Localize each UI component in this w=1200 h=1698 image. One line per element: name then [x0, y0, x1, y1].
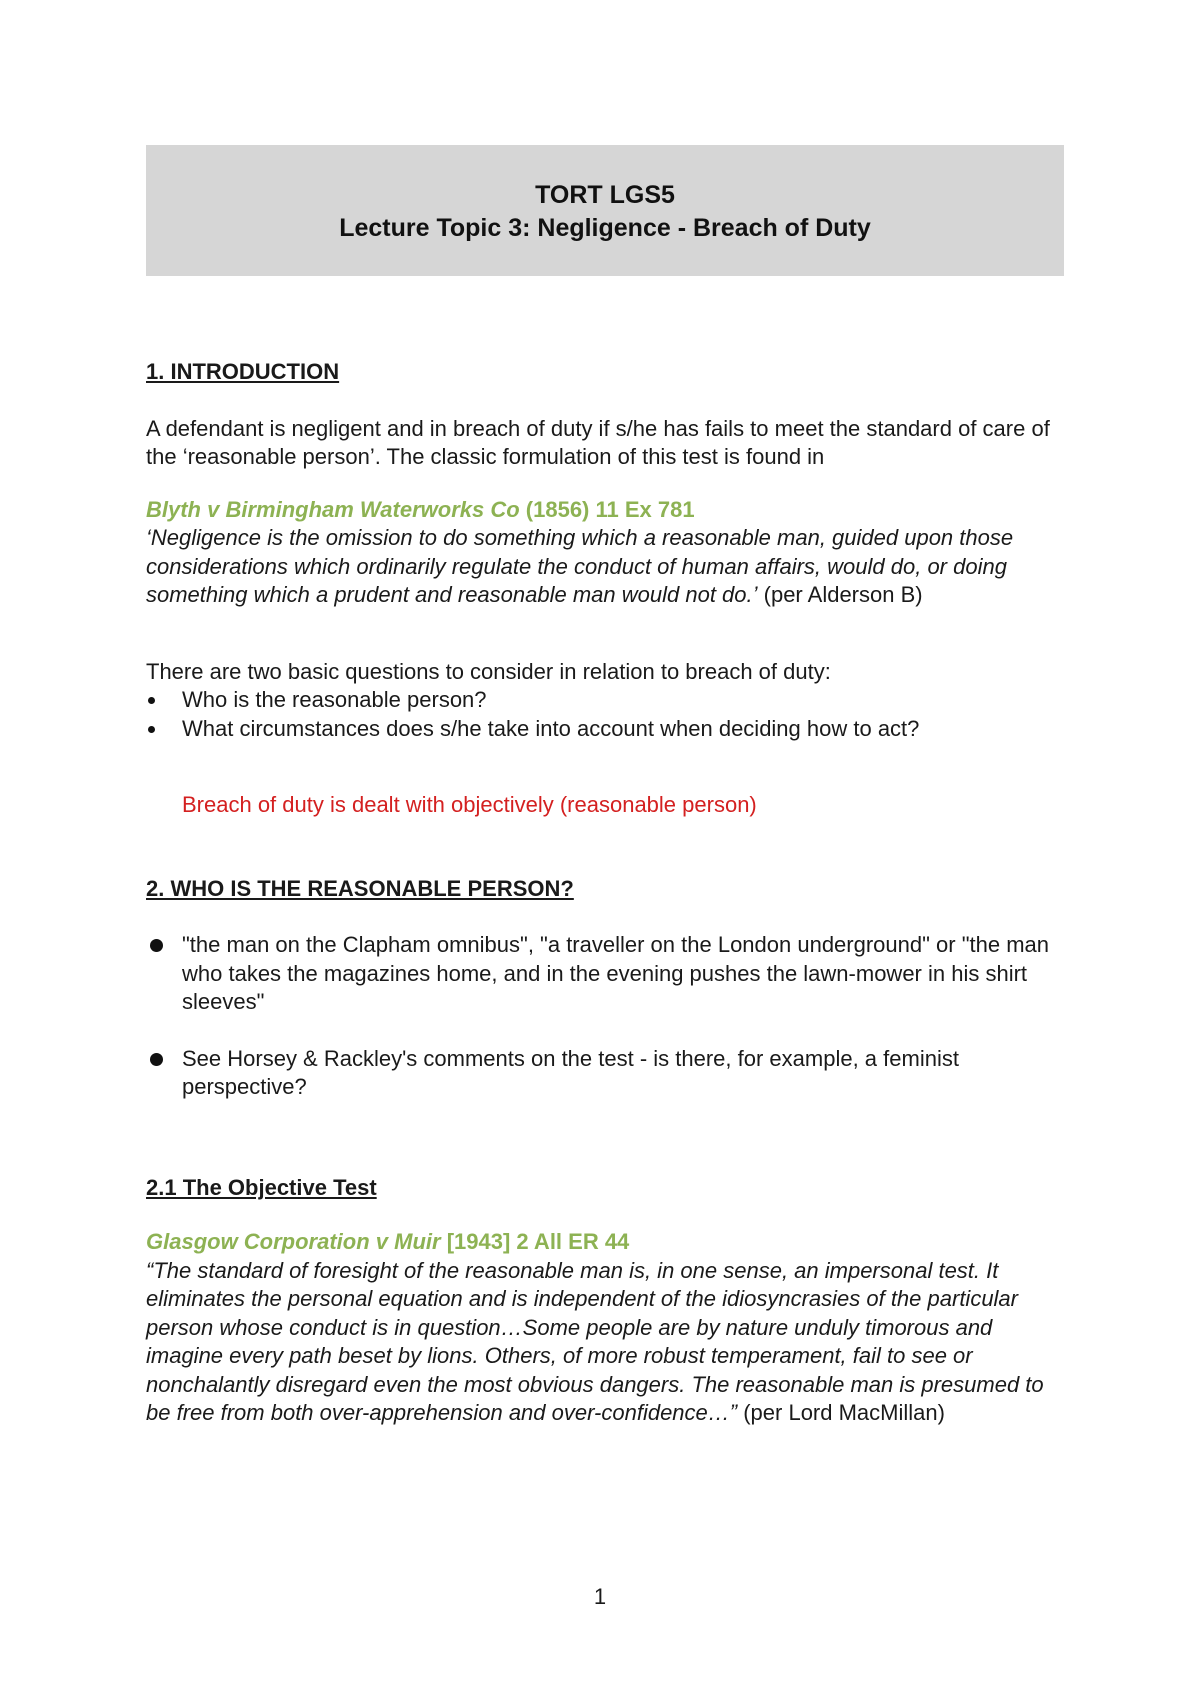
reasonable-person-list: [146, 931, 1062, 1102]
questions-list: [146, 686, 1062, 743]
section-heading-objective-test: 2.1 The Objective Test: [146, 1174, 377, 1200]
quote-attribution: (per Lord MacMillan): [737, 1400, 945, 1425]
bullet-icon: [150, 1053, 163, 1066]
quote-attribution: (per Alderson B): [757, 582, 923, 607]
case-blyth-quote: [146, 524, 1062, 610]
section-heading-introduction: 1. INTRODUCTION: [146, 359, 340, 384]
intro-paragraph: A defendant is negligent and in breach of duty if s/he has fails to meet the standard of care of the ‘reasonable person’. The classic formulation of this test is found in: [146, 415, 1050, 469]
bullet-icon: [148, 726, 155, 733]
page-number: 1: [593, 1584, 607, 1609]
case-glasgow-quote: [146, 1257, 1062, 1428]
title-box: [146, 145, 1064, 276]
document-body: [146, 358, 1062, 1428]
list-item: What circumstances does s/he take into account when deciding how to act?: [146, 715, 1062, 744]
quote-text: ‘Negligence is the omission to do something which a reasonable man, guided upon those considerations which ordinarily regulate the conduct of human affairs, would do, or doing something which a prudent and reasonable man would not do.’: [146, 525, 1014, 607]
bullet-icon: [150, 939, 163, 952]
list-item: "the man on the Clapham omnibus", "a traveller on the London underground" or "the man who takes the magazines home, and in the evening pushes the lawn-mower in his shirt sleeves": [146, 931, 1062, 1017]
case-glasgow-heading: [146, 1228, 1062, 1257]
case-citation: [1943] 2 All ER 44: [440, 1229, 630, 1254]
questions-intro: There are two basic questions to consider in relation to breach of duty:: [146, 658, 831, 684]
list-item: See Horsey & Rackley's comments on the test - is there, for example, a feminist perspective?: [146, 1045, 1062, 1102]
section-heading-reasonable-person: 2. WHO IS THE REASONABLE PERSON?: [146, 875, 574, 901]
case-name: Glasgow Corporation v Muir: [146, 1229, 441, 1254]
list-item: Who is the reasonable person?: [146, 686, 1062, 715]
lecture-topic-title: Lecture Topic 3: Negligence - Breach of Duty: [339, 214, 871, 242]
course-title: TORT LGS5: [535, 181, 675, 209]
case-citation: (1856) 11 Ex 781: [519, 496, 695, 522]
bullet-icon: [148, 697, 155, 704]
quote-text: “The standard of foresight of the reasonable man is, in one sense, an impersonal test. It eliminates the personal equation and is independent of the idiosyncrasies of the particular person whose conduct is in question…Some people are by nature unduly timorous and imagine every path beset by lions. Others, of more robust temperament, fail to see or nonchalantly disregard even the most obvious dangers. The reasonable man is presumed to be free from both over-apprehension and over-confidence…”: [146, 1257, 1044, 1425]
objective-note: Breach of duty is dealt with objectively (reasonable person): [182, 792, 757, 817]
case-name: Blyth v Birmingham Waterworks Co: [146, 496, 520, 522]
case-blyth-heading: [146, 496, 1062, 525]
